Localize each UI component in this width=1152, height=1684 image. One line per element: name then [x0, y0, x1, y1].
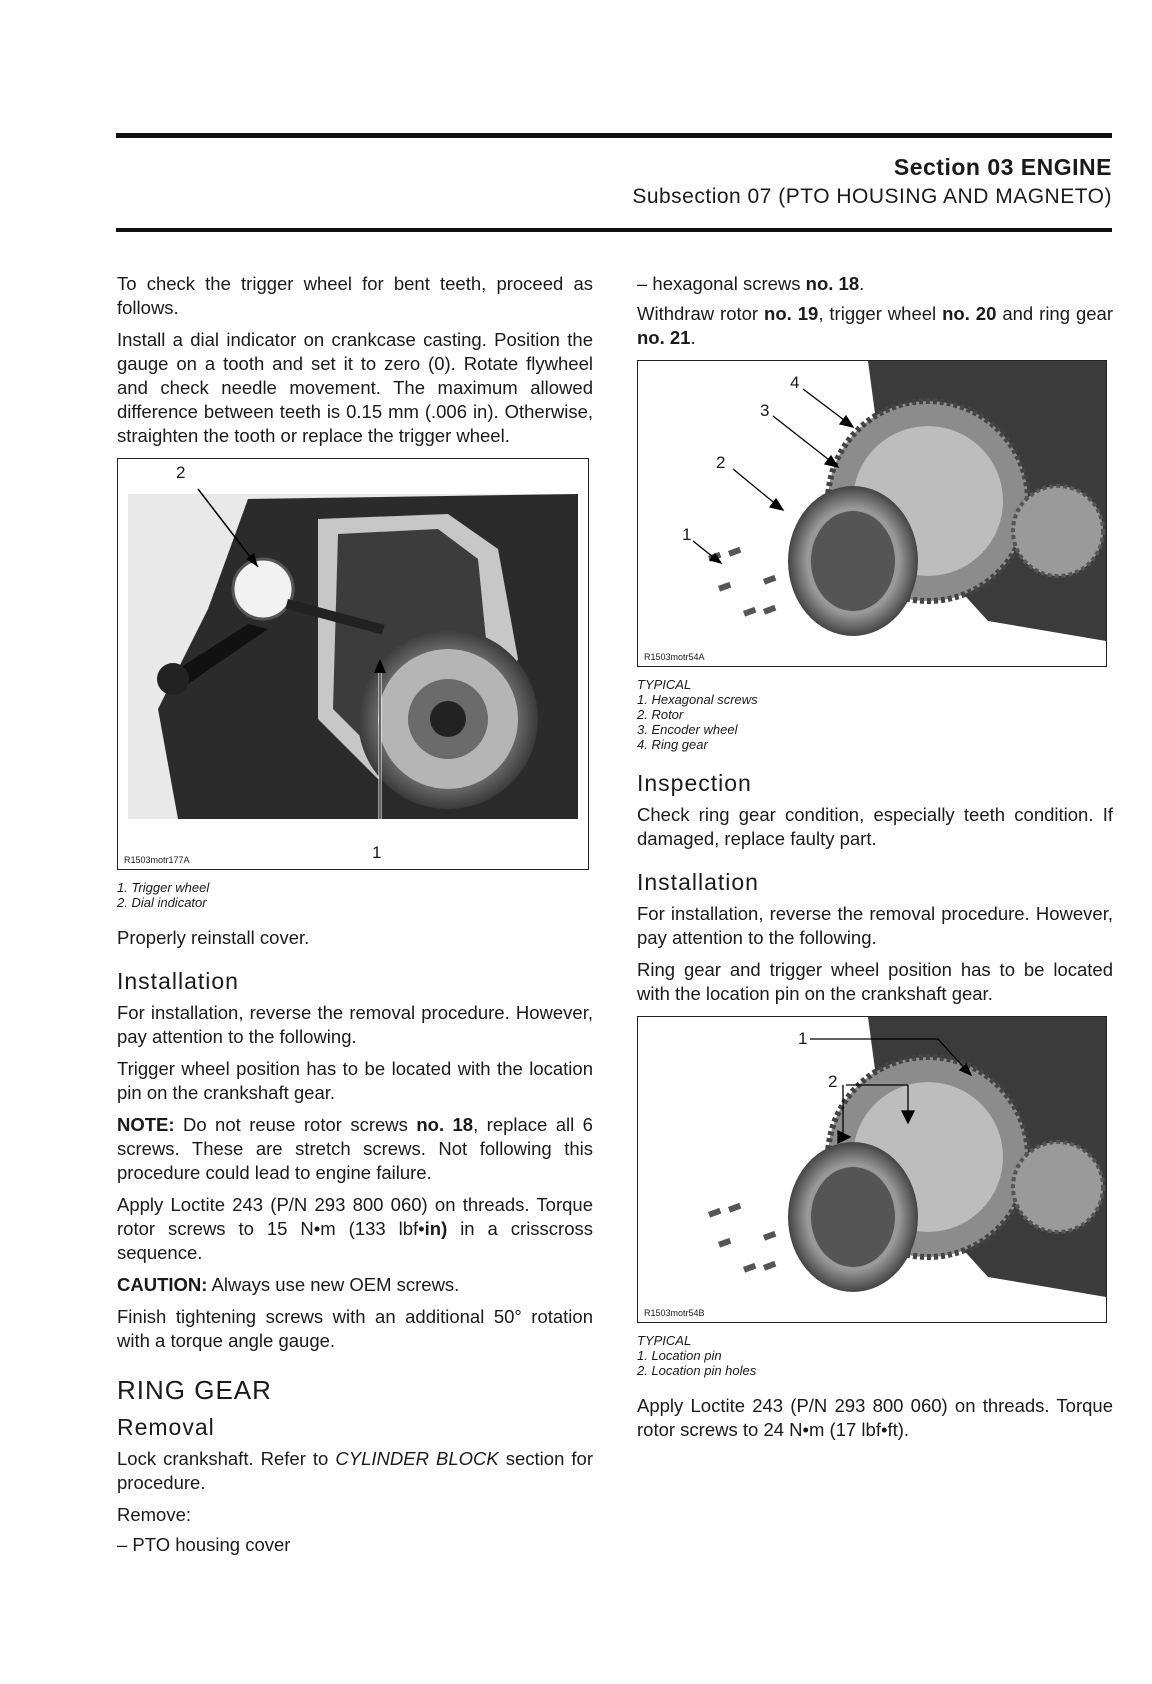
text: Lock crankshaft. Refer to: [117, 1448, 336, 1469]
bold-text: no. 18: [805, 273, 860, 294]
caption-typical: TYPICAL: [637, 677, 692, 692]
note-label: NOTE:: [117, 1114, 175, 1135]
figure-code: R1503motr177A: [124, 855, 190, 865]
caption-item: 2. Dial indicator: [117, 895, 207, 910]
figure-caption: [117, 880, 593, 910]
caption-item: 3. Encoder wheel: [637, 722, 738, 737]
caption-item: 2. Rotor: [637, 707, 684, 722]
caption-item: 1. Trigger wheel: [117, 880, 210, 895]
paragraph: Apply Loctite 243 (P/N 293 800 060) on threads. Torque rotor screws to 24 N•m (17 lbf•ft).: [637, 1395, 1113, 1440]
italic-text: CYLINDER BLOCK: [335, 1448, 499, 1469]
caption-item: 2. Location pin holes: [637, 1363, 757, 1378]
text: – hexagonal screws: [637, 273, 806, 294]
text: section for procedure.: [117, 1448, 593, 1493]
heading-inspection: Inspection: [637, 770, 752, 796]
rotor-removal-photo: [638, 361, 1106, 666]
heading-ring-gear: RING GEAR: [117, 1375, 272, 1405]
location-pin-photo: [638, 1017, 1106, 1322]
caution-paragraph: [117, 1273, 593, 1297]
figure-caption: [637, 1333, 1113, 1378]
text: Apply Loctite 243 (P/N 293 800 060) on threads. Torque rotor screws to 15 N•m (133 lbf•: [117, 1194, 593, 1239]
paragraph: [637, 302, 1113, 350]
paragraph: To check the trigger wheel for bent teeth, proceed as follows.: [117, 273, 593, 318]
list-item: [637, 272, 1113, 296]
callout-2: 2: [828, 1072, 838, 1091]
figure-code: R1503motr54B: [644, 1308, 705, 1318]
caution-text: Always use new OEM screws.: [207, 1274, 460, 1295]
figure-caption: [637, 677, 1113, 752]
note-paragraph: [117, 1113, 593, 1185]
left-column: [117, 272, 593, 1563]
right-column: [637, 272, 1113, 1450]
callout-1: 1: [798, 1029, 808, 1048]
note-bold: no. 18: [416, 1114, 474, 1135]
text: .: [859, 273, 865, 294]
callout-3: 3: [760, 401, 770, 420]
figure-trigger-wheel: [117, 458, 589, 870]
paragraph: Trigger wheel position has to be located with the location pin on the crankshaft gear.: [117, 1058, 593, 1103]
bold-text: no. 20: [942, 303, 997, 324]
header-rule-top: [116, 133, 1112, 138]
paragraph: [117, 1447, 593, 1495]
callout-2: 2: [716, 453, 726, 472]
header-rule-bottom: [116, 228, 1112, 232]
text: and ring gear: [996, 303, 1113, 324]
trigger-wheel-photo: [118, 459, 588, 869]
text: in a crisscross sequence.: [117, 1218, 594, 1263]
note-text: , replace all 6 screws. These are stretch screws. Not following this procedure could lead to engine failure.: [117, 1114, 593, 1183]
caption-item: 4. Ring gear: [637, 737, 708, 752]
paragraph: Properly reinstall cover.: [117, 927, 310, 948]
heading-removal: Removal: [117, 1414, 215, 1440]
text: .: [690, 327, 696, 348]
caption-item: 1. Location pin: [637, 1348, 722, 1363]
bold-text: in): [424, 1218, 448, 1239]
paragraph: For installation, reverse the removal procedure. However, pay attention to the following.: [637, 903, 1113, 948]
paragraph: Install a dial indicator on crankcase casting. Position the gauge on a tooth and set it to zero (0). Rotate flywheel and check needle movement. The maximum allowed difference between teeth is 0.15 mm (.006 in). Otherwise, straighten the tooth or replace the trigger wheel.: [117, 329, 593, 446]
text: , trigger wheel: [818, 303, 943, 324]
callout-2: 2: [176, 463, 186, 482]
paragraph: Check ring gear condition, especially teeth condition. If damaged, replace faulty part.: [637, 804, 1113, 849]
paragraph: For installation, reverse the removal procedure. However, pay attention to the following.: [117, 1002, 593, 1047]
text: Withdraw rotor: [637, 303, 765, 324]
figure-code: R1503motr54A: [644, 652, 705, 662]
caution-label: CAUTION:: [117, 1274, 208, 1295]
section-title: Section 03 ENGINE: [893, 154, 1112, 180]
paragraph: Ring gear and trigger wheel position has to be located with the location pin on the crankshaft gear.: [637, 959, 1113, 1004]
figure-location-pin: [637, 1016, 1107, 1323]
paragraph: Finish tightening screws with an additional 50° rotation with a torque angle gauge.: [117, 1306, 593, 1351]
note-text: Do not reuse rotor screws: [174, 1114, 417, 1135]
bold-text: no. 19: [764, 303, 819, 324]
callout-1: 1: [372, 843, 382, 862]
caption-item: 1. Hexagonal screws: [637, 692, 758, 707]
subsection-title: Subsection 07 (PTO HOUSING AND MAGNETO): [632, 185, 1112, 208]
figure-rotor-removal: [637, 360, 1107, 667]
callout-4: 4: [790, 373, 800, 392]
callout-1: 1: [682, 525, 692, 544]
caption-typical: TYPICAL: [637, 1333, 692, 1348]
heading-installation: Installation: [637, 869, 759, 895]
bold-text: no. 21: [637, 327, 691, 348]
remove-label: Remove:: [117, 1504, 192, 1525]
list-item: – PTO housing cover: [117, 1534, 291, 1555]
paragraph: [117, 1193, 593, 1265]
heading-installation: Installation: [117, 968, 239, 994]
